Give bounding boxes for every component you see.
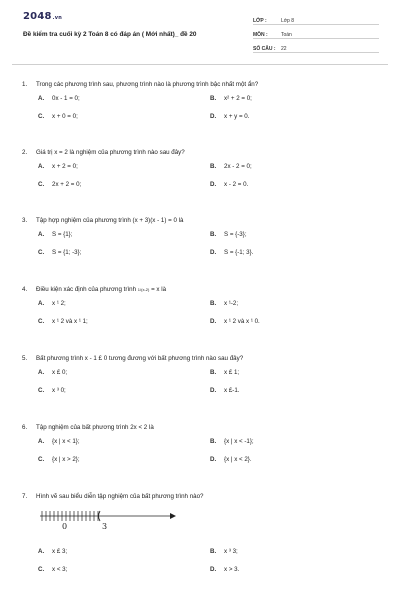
option-d[interactable]: D. x > 3. <box>210 566 240 573</box>
option-b[interactable]: B. x £ 1; <box>210 369 240 376</box>
option-c[interactable]: C. 2x + 2 = 0; <box>38 181 82 188</box>
option-b[interactable]: B. S = {-3}; <box>210 231 247 238</box>
meta-label: SỐ CÂU : <box>253 46 276 52</box>
question-text: Điều kiện xác định của phương trình <box>36 286 137 293</box>
option-d[interactable]: D. x £-1. <box>210 387 240 394</box>
exam-meta <box>253 13 379 55</box>
meta-value: Toán <box>281 32 292 38</box>
option-d[interactable]: D. x + y = 0. <box>210 113 250 120</box>
question-5 <box>22 355 382 405</box>
option-d[interactable]: D. x ¹ 2 và x ¹ 0. <box>210 318 260 325</box>
option-a[interactable]: A. x £ 0; <box>38 369 68 376</box>
option-c[interactable]: C. {x | x > 2}; <box>38 456 80 463</box>
site-logo[interactable] <box>23 11 62 22</box>
question-number: 6. <box>22 424 28 431</box>
meta-row-subject <box>253 27 379 39</box>
question-7 <box>22 493 382 584</box>
option-b[interactable]: B. {x | x < -1}; <box>210 438 254 445</box>
number-line-figure <box>38 508 382 534</box>
option-b[interactable]: B. x ¹-2; <box>210 300 239 307</box>
option-a[interactable]: A. x + 2 = 0; <box>38 163 78 170</box>
question-number: 1. <box>22 81 28 88</box>
question-text-tail: = x là <box>151 286 167 293</box>
question-2 <box>22 149 382 199</box>
option-d[interactable]: D. {x | x < 2}. <box>210 456 252 463</box>
question-4 <box>22 286 382 336</box>
question-number: 2. <box>22 149 28 156</box>
question-text: Giá trị x = 2 là nghiệm của phương trình nào sau đây? <box>36 149 185 156</box>
question-number: 7. <box>22 493 28 500</box>
question-6 <box>22 424 382 474</box>
question-text: Trong các phương trình sau, phương trình nào là phương trình bậc nhất một ẩn? <box>36 81 259 88</box>
fraction-expression: 1/(x-2) <box>137 286 150 292</box>
meta-label: LỚP : <box>253 18 267 24</box>
meta-label: MÔN : <box>253 32 268 38</box>
question-number: 4. <box>22 286 28 293</box>
logo-text: 2048 <box>23 11 52 22</box>
question-text: Tập hợp nghiệm của phương trình (x + 3)(x - 1) = 0 là <box>36 217 184 224</box>
option-a[interactable]: A. S = {1}; <box>38 231 73 238</box>
meta-row-class <box>253 13 379 25</box>
option-b[interactable]: B. x ³ 3; <box>210 548 238 555</box>
logo-suffix: .vn <box>52 15 62 21</box>
option-d[interactable]: D. S = {-1; 3}. <box>210 249 254 256</box>
option-c[interactable]: C. x < 3; <box>38 566 68 573</box>
meta-row-count <box>253 41 379 53</box>
question-3 <box>22 217 382 267</box>
option-c[interactable]: C. S = {1; -3}; <box>38 249 82 256</box>
option-b[interactable]: B. x² + 2 = 0; <box>210 95 252 102</box>
option-c[interactable]: C. x ³ 0; <box>38 387 66 394</box>
question-1 <box>22 81 382 131</box>
number-line-arrow <box>170 513 176 519</box>
meta-value: 22 <box>281 46 287 52</box>
meta-value: Lớp 8 <box>281 18 295 24</box>
question-number: 3. <box>22 217 28 224</box>
exam-title: Đề kiểm tra cuối kỳ 2 Toán 8 có đáp án ( Mới nhất)_ đề 20 <box>23 31 197 38</box>
option-c[interactable]: C. x + 0 = 0; <box>38 113 78 120</box>
option-a[interactable]: A. x ¹ 2; <box>38 300 66 307</box>
question-text: Bất phương trình x - 1 £ 0 tương đương với bất phương trình nào sau đây? <box>36 355 244 362</box>
option-a[interactable]: A. {x | x < 1}; <box>38 438 80 445</box>
question-number: 5. <box>22 355 28 362</box>
option-c[interactable]: C. x ¹ 2 và x ¹ 1; <box>38 318 88 325</box>
option-b[interactable]: B. 2x - 2 = 0; <box>210 163 252 170</box>
question-text: Tập nghiệm của bất phương trình 2x < 2 là <box>36 424 154 431</box>
option-d[interactable]: D. x - 2 = 0. <box>210 181 249 188</box>
option-a[interactable]: A. x £ 3; <box>38 548 68 555</box>
number-line <box>38 508 178 524</box>
option-a[interactable]: A. 0x - 1 = 0; <box>38 95 80 102</box>
number-line-label-3: 3 <box>102 522 108 531</box>
number-line-label-0: 0 <box>62 522 68 531</box>
question-text: Hình vẽ sau biểu diễn tập nghiệm của bất phương trình nào? <box>36 493 204 500</box>
header-divider <box>12 64 388 65</box>
